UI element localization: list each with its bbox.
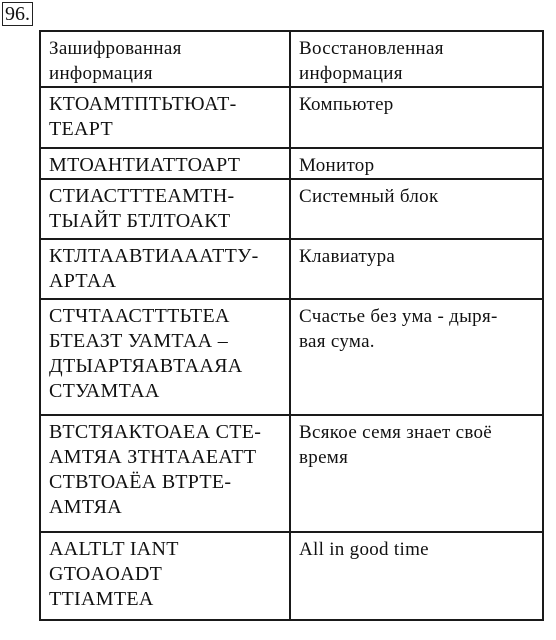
table-header-row [40, 31, 543, 87]
encrypted-cell: МТОАНТИАТТОАРТ [40, 148, 290, 179]
encrypted-cell: AALTLT IANT GTOAOADT TTIAMTEA [40, 532, 290, 620]
header-encrypted: Зашифрованная информация [40, 31, 290, 87]
table-row [40, 415, 543, 532]
restored-cell: Счастье без ума - дыря- вая сума. [290, 299, 543, 415]
encrypted-cell: КТЛТААВТИАААТТУ- АРТАА [40, 239, 290, 299]
table-row [40, 179, 543, 239]
encrypted-cell: КТОАМТПТЬТЮАТ- ТЕАРТ [40, 87, 290, 148]
restored-cell: All in good time [290, 532, 543, 620]
encrypted-cell: СТЧТААСТТТЬТЕА БТЕАЗТ УАМТАА – ДТЫАРТЯАВТААЯА СТУАМТАА [40, 299, 290, 415]
restored-cell: Клавиатура [290, 239, 543, 299]
encrypted-cell: ВТСТЯАКТОАЕА СТЕ- АМТЯА ЗТНТААЕАТТ СТВТОАЁА ВТРТЕ- АМТЯА [40, 415, 290, 532]
table-row [40, 299, 543, 415]
restored-cell: Компьютер [290, 87, 543, 148]
cipher-table [39, 30, 544, 621]
encrypted-cell: СТИАСТТТЕАМТН- ТЫАЙТ БТЛТОАКТ [40, 179, 290, 239]
header-restored: Восстановленная информация [290, 31, 543, 87]
restored-cell: Монитор [290, 148, 543, 179]
table-row [40, 87, 543, 148]
task-number: 96. [2, 2, 33, 26]
restored-cell: Системный блок [290, 179, 543, 239]
table-row [40, 148, 543, 179]
table-row [40, 532, 543, 620]
restored-cell: Всякое семя знает своё время [290, 415, 543, 532]
table-row [40, 239, 543, 299]
